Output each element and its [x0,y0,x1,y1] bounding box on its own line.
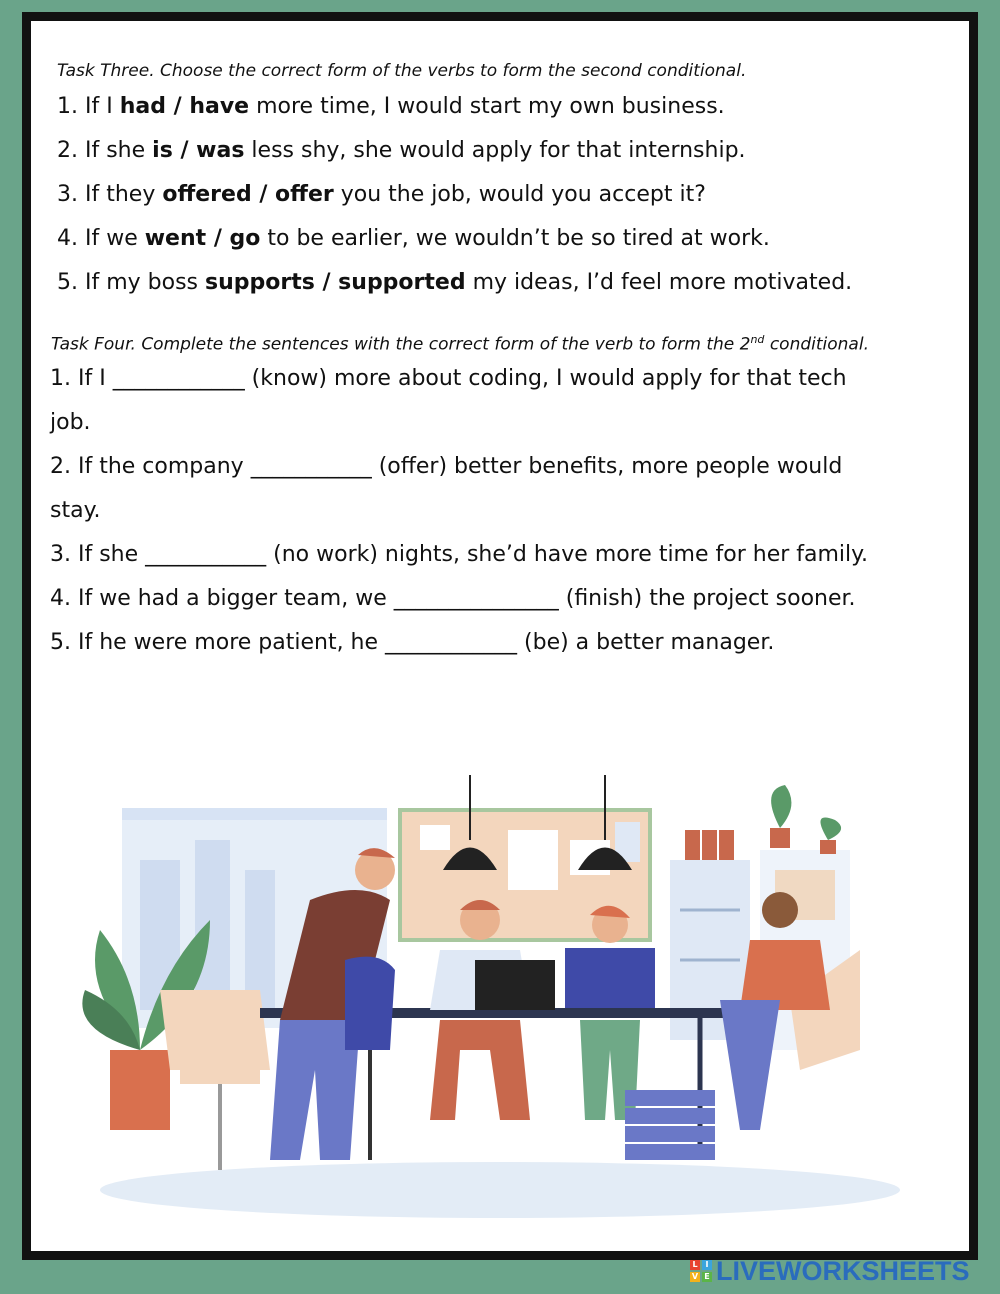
brand-logo-icon [690,1260,712,1282]
office-team-illustration [60,750,940,1220]
task-four-line-2-cont: stay. [50,498,101,523]
task-four-line-5[interactable]: 5. If he were more patient, he ____________ (be) a better manager. [50,630,775,655]
item-text: more time, I would start my own business. [249,94,725,119]
verb-options[interactable]: went / go [144,226,261,251]
task-four-line-3[interactable]: 3. If she ___________ (no work) nights, she’d have more time for her family. [50,542,869,567]
task-four-line-4[interactable]: 4. If we had a bigger team, we _______________ (finish) the project sooner. [50,586,856,611]
item-text: 1. If I [57,94,120,119]
task-three-item-5 [57,270,852,295]
verb-options[interactable]: had / have [119,94,250,119]
item-text: 4. If we [57,226,145,251]
item-text: 2. If she [57,138,153,163]
verb-options[interactable]: offered / offer [162,182,334,207]
task-three-item-3 [57,182,706,207]
item-text: my ideas, I’d feel more motivated. [465,270,853,295]
item-text: 5. If my boss [57,270,205,295]
task-three-item-2 [57,138,746,163]
task-three-item-4 [57,226,770,251]
title-text: conditional. [764,334,869,355]
task-four-title [51,333,869,355]
title-text: Task Four. Complete the sentences with the correct form of the verb to form the 2 [51,334,751,355]
liveworksheets-brand[interactable] [690,1255,970,1287]
logo-letter: E [702,1272,712,1282]
title-superscript: nd [750,333,765,346]
item-text: to be earlier, we wouldn’t be so tired at work. [260,226,770,251]
brand-name: LIVEWORKSHEETS [716,1255,970,1286]
task-four-line-1-cont: job. [50,410,91,435]
task-three-item-1 [57,94,725,119]
logo-letter: I [702,1260,712,1270]
logo-letter: L [690,1260,700,1270]
task-four-line-1[interactable]: 1. If I ____________ (know) more about coding, I would apply for that tech [50,366,847,391]
task-three-title: Task Three. Choose the correct form of the verbs to form the second conditional. [57,61,747,81]
item-text: 3. If they [57,182,163,207]
verb-options[interactable]: is / was [152,138,245,163]
item-text: you the job, would you accept it? [333,182,706,207]
verb-options[interactable]: supports / supported [205,270,466,295]
item-text: less shy, she would apply for that internship. [244,138,746,163]
task-four-line-2[interactable]: 2. If the company ___________ (offer) better benefits, more people would [50,454,843,479]
logo-letter: V [691,1272,699,1281]
